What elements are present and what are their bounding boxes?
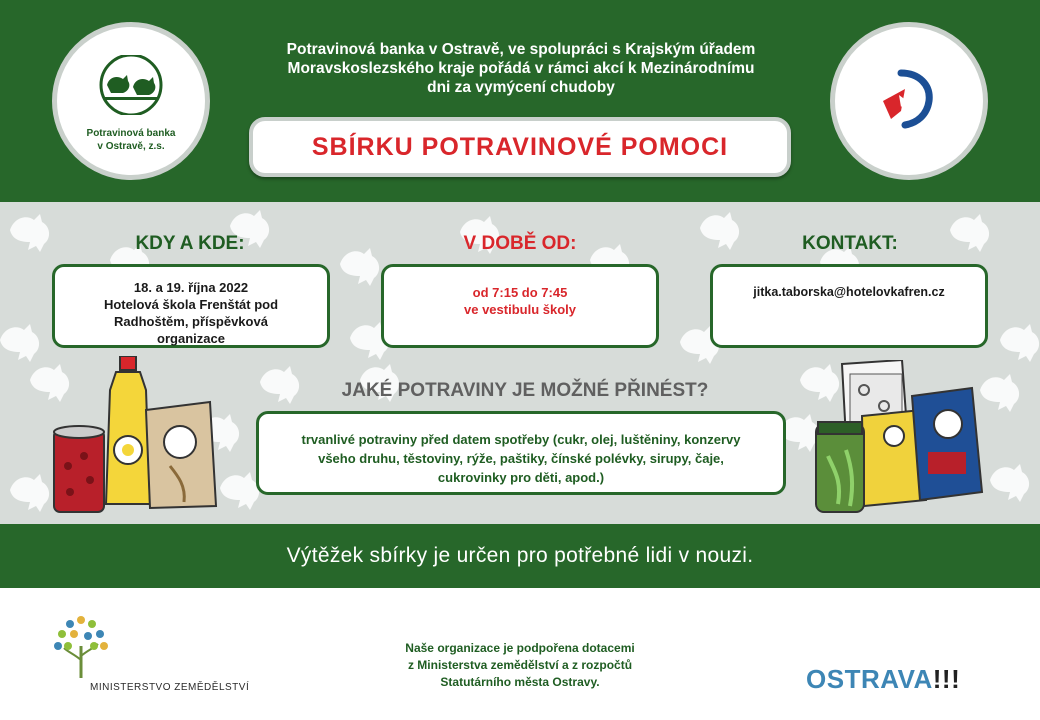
contact-heading: KONTAKT:	[802, 233, 898, 254]
org-name-line2: v Ostravě, z.s.	[97, 141, 165, 152]
region-icon	[879, 67, 939, 131]
support-line2: z Ministerstva zemědělství a z rozpočtů	[407, 658, 633, 672]
page-title: SBÍRKU POTRAVINOVÉ POMOCI	[311, 133, 729, 161]
time-box	[381, 264, 659, 348]
ostrava-label: OSTRAVA	[806, 664, 933, 694]
ostrava-bang: !!!	[932, 664, 961, 694]
food-bank-birds-icon	[93, 55, 169, 115]
region-logo	[830, 22, 988, 180]
place-line1: Hotelová škola Frenštát pod	[103, 297, 279, 312]
food-types-line1: trvanlivé potraviny před datem spotřeby (cukr, olej, luštěniny, konzervy	[301, 432, 741, 447]
time-heading: V DOBĚ OD:	[463, 233, 577, 254]
contact-email[interactable]: jitka.taborska@hotelovkafren.cz	[753, 285, 945, 299]
oil-bottle-icon	[106, 356, 150, 504]
food-types-heading: JAKÉ POTRAVINY JE MOŽNÉ PŘINÉST?	[341, 380, 709, 401]
groceries-right-illustration	[812, 360, 990, 516]
support-line1: Naše organizace je podpořena dotacemi	[405, 641, 635, 655]
food-bank-logo	[52, 22, 210, 180]
flour-bag-icon	[146, 402, 216, 508]
ostrava-logo	[806, 664, 960, 695]
cereal-box-icon	[912, 388, 982, 500]
intro-line2: Moravskoslezského kraje pořádá v rámci akcí k Mezinárodnímu	[287, 60, 755, 77]
groceries-left-illustration	[50, 356, 225, 516]
org-name-line1: Potravinová banka	[86, 128, 176, 139]
pickle-jar-icon	[816, 422, 864, 512]
motto-text: Výtěžek sbírky je určen pro potřebné lidi v nouzi.	[286, 544, 754, 567]
place-line3: organizace	[157, 331, 225, 346]
contact-box	[710, 264, 988, 348]
date-text: 18. a 19. října 2022	[133, 280, 249, 295]
intro-line3: dni za vymýcení chudoby	[427, 79, 615, 96]
food-types-line2: všeho druhu, těstoviny, rýže, paštiky, čínské polévky, sirupy, čaje,	[318, 451, 724, 466]
support-text	[360, 640, 680, 691]
intro-text	[225, 40, 817, 97]
food-types-box	[256, 411, 786, 495]
food-types-line3: cukrovinky pro děti, apod.)	[437, 470, 605, 485]
when-where-heading: KDY A KDE:	[135, 233, 245, 254]
canned-food-icon	[54, 426, 104, 512]
tree-logo-icon	[46, 610, 116, 680]
time-text: od 7:15 do 7:45	[472, 285, 568, 300]
time-location: ve vestibulu školy	[464, 302, 576, 317]
ministry-label: MINISTERSTVO ZEMĚDĚLSTVÍ	[90, 682, 250, 693]
place-line2: Radhoštěm, příspěvková	[114, 314, 268, 329]
when-where-box	[52, 264, 330, 348]
title-banner	[249, 117, 791, 177]
support-line3: Statutárního města Ostravy.	[440, 675, 600, 689]
intro-line1: Potravinová banka v Ostravě, ve spolupráci s Krajským úřadem	[286, 41, 756, 58]
